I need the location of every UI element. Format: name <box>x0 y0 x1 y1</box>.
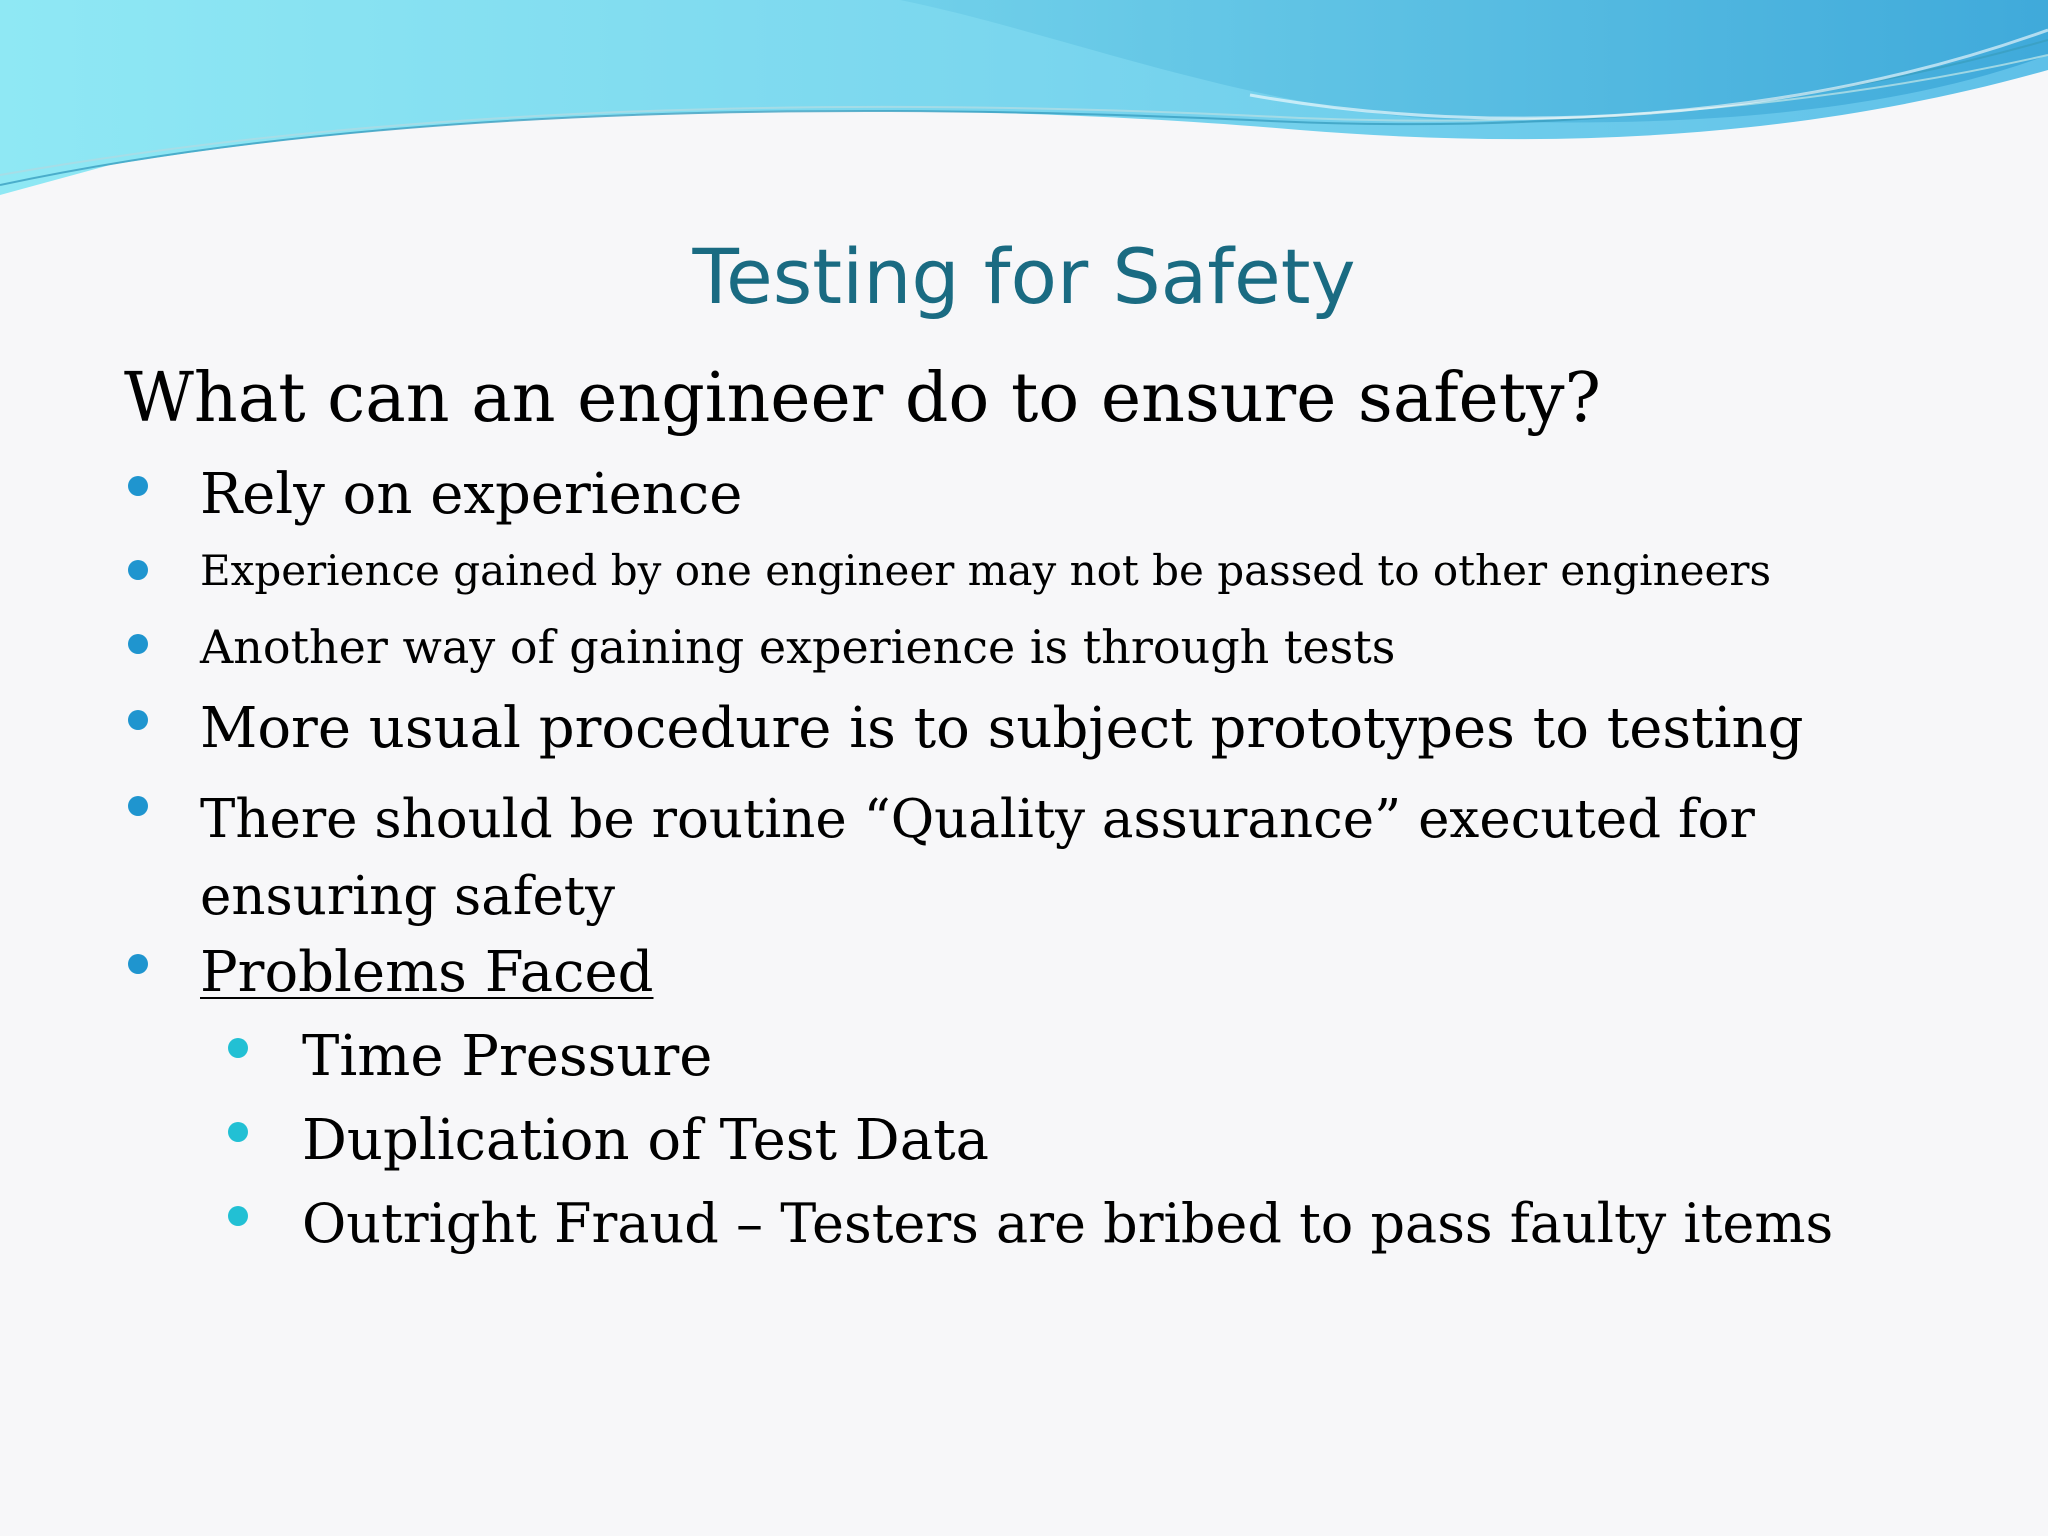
sub-bullet-text: Duplication of Test Data <box>302 1108 989 1173</box>
bullet-text: Another way of gaining experience is through tests <box>200 620 1396 674</box>
bullet-dot-icon <box>128 634 148 654</box>
sub-list-item <box>124 1192 1974 1262</box>
problems-faced-heading: Problems Faced <box>200 940 654 1005</box>
sub-list-item <box>124 1108 1974 1178</box>
bullet-dot-icon <box>128 710 148 730</box>
list-item <box>124 696 1974 766</box>
list-item <box>124 546 1974 606</box>
bullet-text: Experience gained by one engineer may not be passed to other engineers <box>200 546 1772 595</box>
bullet-dot-icon <box>128 476 148 496</box>
sub-bullet-text: Outright Fraud – Testers are bribed to pass faulty items <box>302 1192 1834 1255</box>
bullet-dot-icon <box>128 796 148 816</box>
bullet-text: Rely on experience <box>200 462 743 527</box>
bullet-text: More usual procedure is to subject prototypes to testing <box>200 696 1804 761</box>
list-item <box>124 462 1974 532</box>
slide-title: Testing for Safety <box>692 232 1356 321</box>
bullet-dot-icon <box>128 560 148 580</box>
list-item <box>124 782 1974 932</box>
sub-bullet-text: Time Pressure <box>302 1024 713 1089</box>
sub-bullet-dot-icon <box>228 1122 248 1142</box>
sub-list-item <box>124 1024 1974 1094</box>
bullet-text: There should be routine “Quality assurance” executed for ensuring safety <box>200 789 1755 927</box>
bullet-dot-icon <box>128 954 148 974</box>
sub-bullet-dot-icon <box>228 1206 248 1226</box>
list-item <box>124 620 1974 680</box>
header-wave-decoration <box>0 0 2048 240</box>
sub-bullet-dot-icon <box>228 1038 248 1058</box>
list-item <box>124 940 1974 1010</box>
slide-subheading: What can an engineer do to ensure safety? <box>124 359 1601 438</box>
